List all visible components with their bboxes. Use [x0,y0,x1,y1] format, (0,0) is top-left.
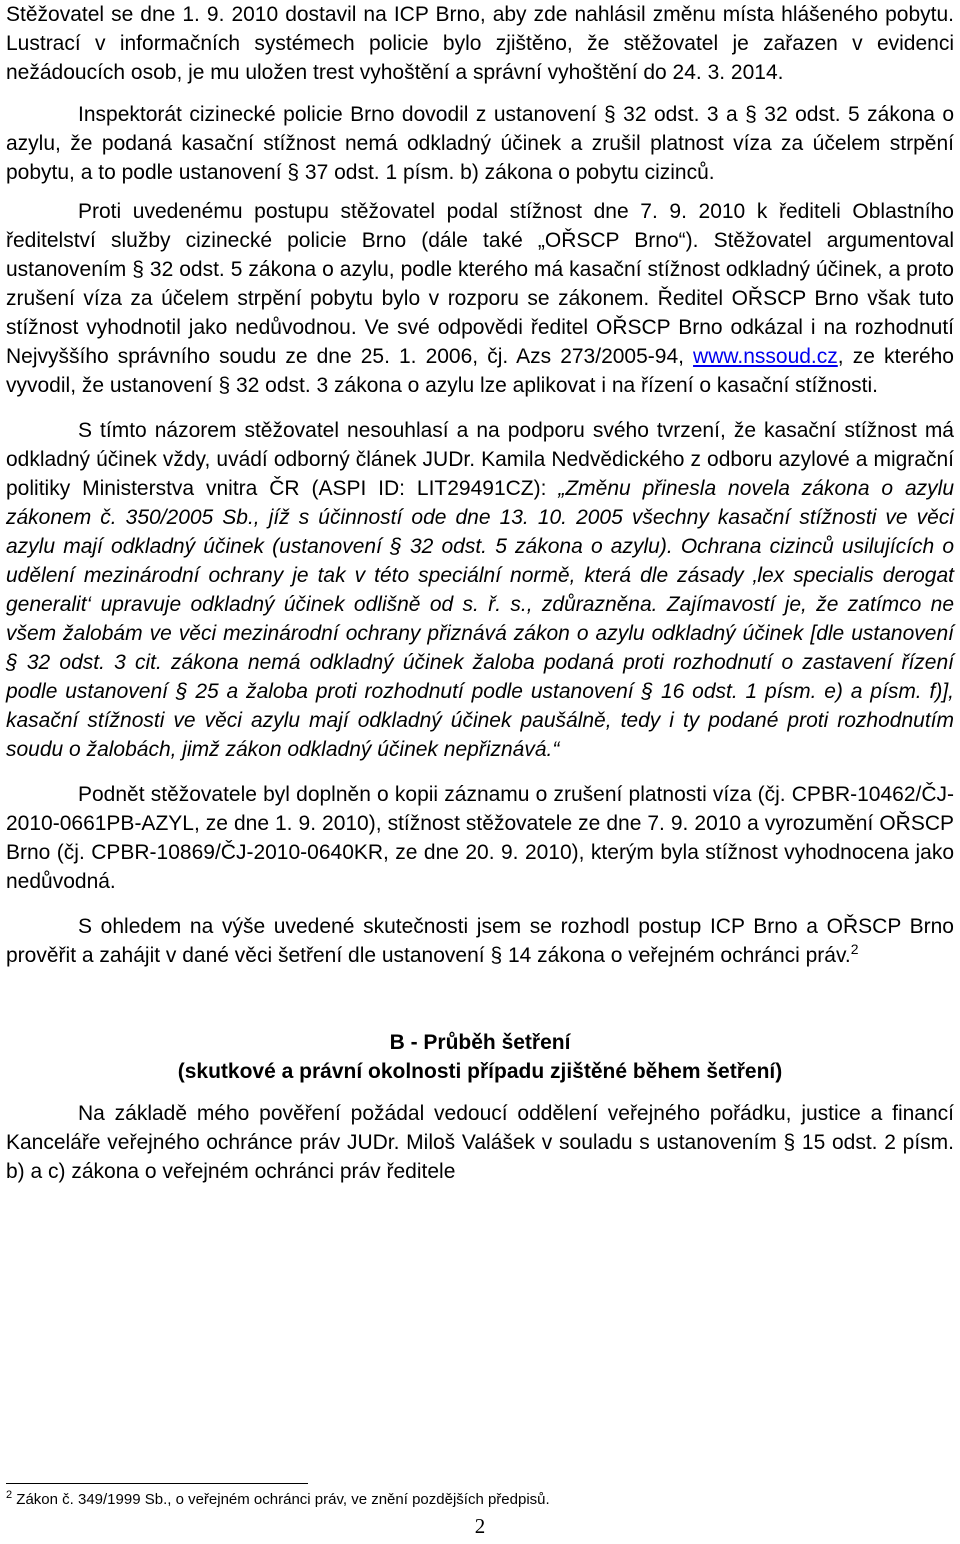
paragraph-6 [6,912,954,970]
paragraph-4-text: S tímto názorem stěžovatel nesouhlasí a na podporu svého tvrzení, že kasační stížnost má odkladný účinek vždy, uvádí odborný článek JUDr. Kamila Nedvědického z odboru azylové a migrační politiky Ministerstva vnitra ČR (ASPI ID: LIT29491CZ): [6,419,954,500]
paragraph-3-tail: , ze kterého vyvodil, že ustanovení § 32 odst. 3 zákona o azylu lze aplikovat i na řízení o kasační stížnosti. [6,345,954,397]
paragraph-3 [6,197,954,400]
page-number: 2 [474,1514,486,1538]
section-title: B - Průběh šetření [389,1031,571,1054]
paragraph-4 [6,416,954,764]
section-subtitle: (skutkové a právní okolnosti případu zjištěné během šetření) [177,1060,783,1083]
footnote-ref[interactable]: 2 [850,941,859,957]
document-page [6,0,954,1186]
footnote-number: 2 [6,1489,13,1501]
paragraph-5: Podnět stěžovatele byl doplněn o kopii záznamu o zrušení platnosti víza (čj. CPBR-10462/ČJ-2010-0661PB-AZYL, ze dne 1. 9. 2010), stížnost stěžovatele ze dne 7. 9. 2010 a vyrozumění OŘSCP Brno (čj. CPBR-10869/ČJ-2010-0640KR, ze dne 20. 9. 2010), kterým byla stížnost vyhodnocena jako nedůvodná. [6,783,954,893]
paragraph-7: Na základě mého pověření požádal vedoucí oddělení veřejného pořádku, justice a financí Kanceláře veřejného ochránce práv JUDr. Miloš Valášek v souladu s ustanovením § 15 odst. 2 písm. b) a c) zákona o veřejném ochránci práv ředitele [6,1102,954,1183]
footnote-separator [6,1483,308,1484]
paragraph-6-text: S ohledem na výše uvedené skutečnosti jsem se rozhodl postup ICP Brno a OŘSCP Brno prověřit a zahájit v dané věci šetření dle ustanovení § 14 zákona o veřejném ochránci práv. [6,915,954,967]
paragraph-1: Stěžovatel se dne 1. 9. 2010 dostavil na ICP Brno, aby zde nahlásil změnu místa hlášeného pobytu. Lustrací v informačních systémech policie bylo zjištěno, že stěžovatel je zařazen v evidenci nežádoucích osob, je mu uložen trest vyhoštění a správní vyhoštění do 24. 3. 2014. [6,3,954,84]
quoted-article: „Změnu přinesla novela zákona o azylu zákonem č. 350/2005 Sb., jíž s účinností ode dne 13. 10. 2005 všechny kasační stížnosti ve věci azylu mají odkladný účinek (ustanovení § 32 odst. 5 zákona o azylu). Ochrana cizinců usilujících o udělení mezinárodní ochrany je tak v této speciální normě, která dle zásady ‚lex specialis derogat generalit‘ upravuje odkladný účinek odlišně od s. ř. s., zdůrazněna. Zajímavostí je, že zatímco ne všem žalobám ve věci mezinárodní ochrany přiznává zákon o azylu odkladný účinek [dle ustanovení § 32 odst. 3 cit. zákona nemá odkladný účinek žaloba podaná proti rozhodnutí o zastavení řízení podle ustanovení § 25 a žaloba proti rozhodnutí podle ustanovení § 16 odst. 1 písm. e) a písm. f)], kasační stížnosti ve věci azylu mají odkladný účinek paušálně, tedy i ty podané proti rozhodnutím soudu o žalobách, jimž zákon odkladný účinek nepřiznává.“ [6,477,954,761]
footnote [6,1490,550,1510]
nssoud-link[interactable]: www.nssoud.cz [693,345,838,368]
paragraph-3-text: Proti uvedenému postupu stěžovatel podal stížnost dne 7. 9. 2010 k řediteli Oblastního ředitelství služby cizinecké policie Brno (dále také „OŘSCP Brno“). Stěžovatel argumentoval ustanovením § 32 odst. 5 zákona o azylu, podle kterého má kasační stížnost odkladný účinek, a proto zrušení víza za účelem strpění pobytu bylo v rozporu se zákonem. Ředitel OŘSCP Brno však tuto stížnost vyhodnotil jako nedůvodnou. Ve své odpovědi ředitel OŘSCP Brno odkázal i na rozhodnutí Nejvyššího správního soudu ze dne 25. 1. 2006, čj. Azs 273/2005-94, [6,200,954,368]
paragraph-2: Inspektorát cizinecké policie Brno dovodil z ustanovení § 32 odst. 3 a § 32 odst. 5 zákona o azylu, že podaná kasační stížnost nemá odkladný účinek a zrušil platnost víza za účelem strpění pobytu, a to podle ustanovení § 37 odst. 1 písm. b) zákona o pobytu cizinců. [6,103,954,184]
footnote-text: Zákon č. 349/1999 Sb., o veřejném ochránci práv, ve znění pozdějších předpisů. [12,1491,550,1508]
